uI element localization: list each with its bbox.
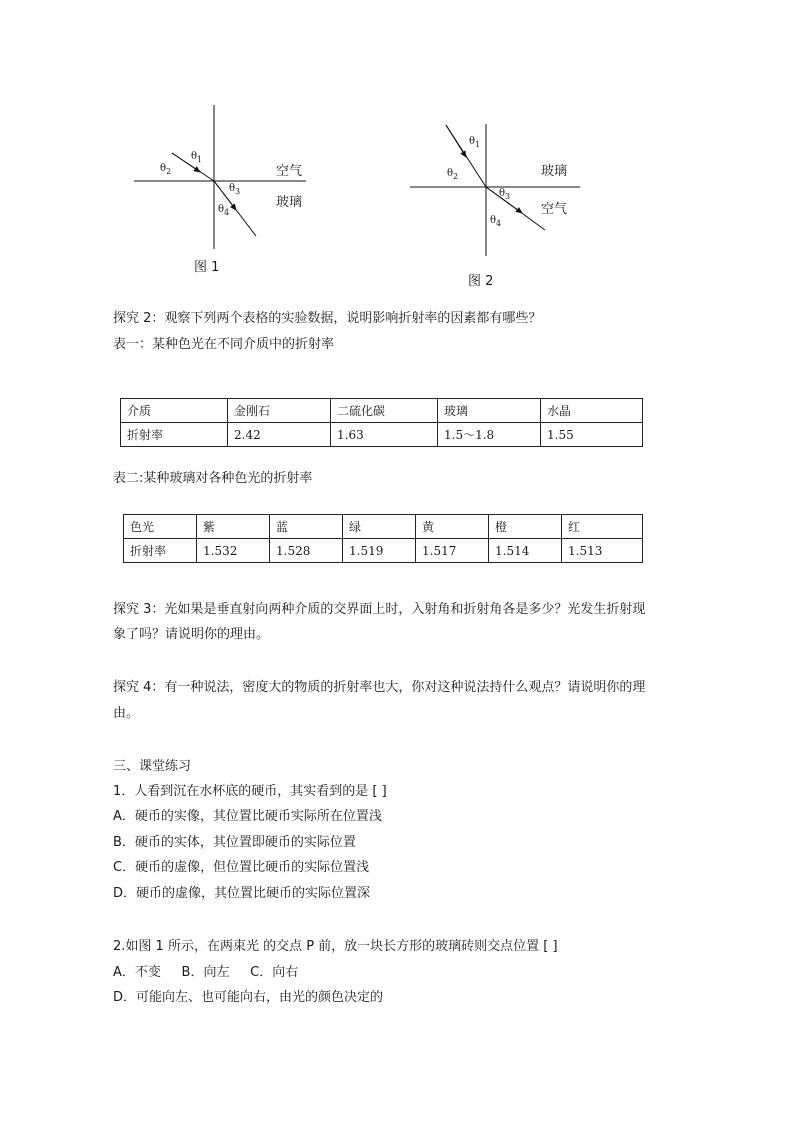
table-cell: 1.63 bbox=[331, 423, 438, 447]
table-cell: 1.514 bbox=[489, 539, 562, 563]
inquiry-2-text: 探究 2：观察下列两个表格的实验数据，说明影响折射率的因素都有哪些？ bbox=[113, 311, 542, 326]
fig2-theta3-label: $\theta_3$ bbox=[499, 188, 511, 201]
table-cell: 色光 bbox=[124, 515, 197, 539]
question-1-stem: 1．人看到沉在水杯底的硬币，其实看到的是 [ ] bbox=[113, 784, 387, 799]
fig2-theta2-label: $\theta_2$ bbox=[447, 168, 459, 181]
question-1-option-b: B．硬币的实体，其位置即硬币的实际位置 bbox=[113, 835, 356, 850]
question-1-option-d: D．硬币的虚像，其位置比硬币的实际位置深 bbox=[113, 886, 371, 901]
fig1-theta2-label: $\theta_2$ bbox=[160, 163, 172, 176]
table-cell: 1.5～1.8 bbox=[438, 423, 541, 447]
table-1 bbox=[120, 398, 643, 447]
fig1-theta1-label: $\theta_1$ bbox=[191, 151, 203, 164]
table-cell: 紫 bbox=[197, 515, 270, 539]
figure-1-diagram bbox=[0, 0, 794, 300]
fig1-theta4-label: $\theta_4$ bbox=[218, 204, 230, 217]
question-2-stem: 2.如图 1 所示，在两束光 的交点 P 前，放一块长方形的玻璃砖则交点位置 [ ] bbox=[113, 939, 558, 954]
table-cell: 1.519 bbox=[343, 539, 416, 563]
table-cell: 蓝 bbox=[270, 515, 343, 539]
question-1-option-c: C．硬币的虚像，但位置比硬币的实际位置浅 bbox=[113, 860, 370, 875]
inquiry-4-line-2: 由。 bbox=[113, 706, 140, 721]
fig2-caption: 图 2 bbox=[468, 274, 494, 289]
table-cell: 折射率 bbox=[124, 539, 197, 563]
table-cell: 水晶 bbox=[541, 399, 643, 423]
fig2-medium-top: 玻璃 bbox=[541, 164, 568, 179]
fig2-medium-bottom: 空气 bbox=[541, 202, 568, 217]
fig2-incident-arrow bbox=[446, 125, 466, 157]
fig1-caption: 图 1 bbox=[194, 260, 220, 275]
table-cell: 介质 bbox=[121, 399, 228, 423]
table-cell: 二硫化碳 bbox=[331, 399, 438, 423]
question-2-options-abc: A．不变 B．向左 C．向右 bbox=[113, 965, 299, 980]
table-1-title: 表一：某种色光在不同介质中的折射率 bbox=[113, 337, 335, 352]
table-2 bbox=[123, 514, 643, 563]
fig1-medium-bottom: 玻璃 bbox=[276, 195, 303, 210]
table-cell: 1.532 bbox=[197, 539, 270, 563]
fig1-medium-top: 空气 bbox=[276, 164, 303, 179]
table-row bbox=[121, 423, 643, 447]
table-cell: 1.517 bbox=[416, 539, 489, 563]
inquiry-3-line-2: 象了吗？请说明你的理由。 bbox=[113, 627, 270, 642]
table-cell: 2.42 bbox=[228, 423, 331, 447]
section-3-heading: 三、课堂练习 bbox=[113, 759, 192, 774]
fig2-theta1-label: $\theta_1$ bbox=[469, 136, 481, 149]
table-cell: 红 bbox=[562, 515, 643, 539]
table-cell: 橙 bbox=[489, 515, 562, 539]
table-row bbox=[124, 539, 643, 563]
table-cell: 黄 bbox=[416, 515, 489, 539]
table-cell: 折射率 bbox=[121, 423, 228, 447]
question-2-option-d: D．可能向左、也可能向右，由光的颜色决定的 bbox=[113, 990, 384, 1005]
table-cell: 1.528 bbox=[270, 539, 343, 563]
inquiry-3-line-1: 探究 3：光如果是垂直射向两种介质的交界面上时，入射角和折射角各是多少？光发生折射现 bbox=[113, 602, 646, 617]
table-cell: 金刚石 bbox=[228, 399, 331, 423]
table-row bbox=[124, 515, 643, 539]
table-cell: 1.513 bbox=[562, 539, 643, 563]
table-cell: 玻璃 bbox=[438, 399, 541, 423]
table-row bbox=[121, 399, 643, 423]
table-cell: 绿 bbox=[343, 515, 416, 539]
table-cell: 1.55 bbox=[541, 423, 643, 447]
fig2-theta4-label: $\theta_4$ bbox=[490, 215, 502, 228]
inquiry-4-line-1: 探究 4：有一种说法，密度大的物质的折射率也大，你对这种说法持什么观点？请说明你的理 bbox=[113, 680, 646, 695]
fig1-theta3-label: $\theta_3$ bbox=[229, 183, 241, 196]
question-1-option-a: A．硬币的实像，其位置比硬币实际所在位置浅 bbox=[113, 809, 382, 824]
table-2-title: 表二:某种玻璃对各种色光的折射率 bbox=[113, 471, 313, 486]
